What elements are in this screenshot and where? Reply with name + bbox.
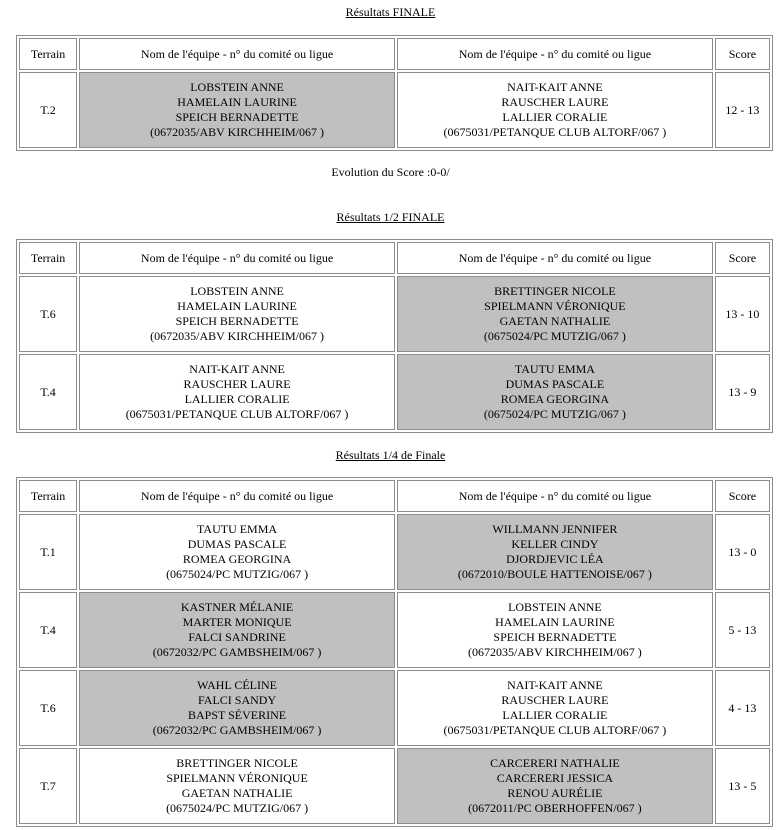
player-name: BAPST SÉVERINE [187, 708, 287, 722]
player-name: CARCERERI JESSICA [496, 771, 614, 785]
match-row [19, 72, 770, 148]
player-name: LOBSTEIN ANNE [508, 600, 602, 614]
section-title-semifinal: Résultats 1/2 FINALE [336, 210, 445, 224]
header-terrain: Terrain [19, 480, 77, 512]
player-name: FALCI SANDRINE [188, 630, 286, 644]
player-name: ROMEA GEORGINA [500, 392, 610, 406]
match-row [19, 514, 770, 590]
team1-cell [79, 354, 395, 430]
club-info: (0675024/PC MUTZIG/067 ) [166, 801, 309, 815]
header-terrain: Terrain [19, 38, 77, 70]
results-table-quarterfinal [16, 477, 773, 827]
team1-cell [79, 748, 395, 824]
player-name: RAUSCHER LAURE [183, 377, 291, 391]
club-info: (0675031/PETANQUE CLUB ALTORF/067 ) [443, 723, 667, 737]
terrain-cell: T.1 [19, 514, 77, 590]
player-name: WAHL CÉLINE [197, 678, 277, 692]
player-name: LOBSTEIN ANNE [190, 80, 284, 94]
score-evolution: Evolution du Score :0-0/ [331, 165, 450, 179]
score-cell: 13 - 0 [715, 514, 770, 590]
match-row [19, 592, 770, 668]
team1-cell [79, 514, 395, 590]
header-row [19, 242, 770, 274]
club-info: (0672035/ABV KIRCHHEIM/067 ) [468, 645, 642, 659]
player-name: KASTNER MÉLANIE [180, 600, 294, 614]
terrain-cell: T.6 [19, 670, 77, 746]
score-cell: 4 - 13 [715, 670, 770, 746]
club-info: (0675024/PC MUTZIG/067 ) [483, 329, 626, 343]
terrain-cell: T.7 [19, 748, 77, 824]
header-team1: Nom de l'équipe - n° du comité ou ligue [79, 38, 395, 70]
header-team2: Nom de l'équipe - n° du comité ou ligue [397, 242, 713, 274]
results-table-finale [16, 35, 773, 151]
club-info: (0675024/PC MUTZIG/067 ) [166, 567, 309, 581]
terrain-cell: T.4 [19, 354, 77, 430]
player-name: DUMAS PASCALE [187, 537, 287, 551]
club-info: (0672035/ABV KIRCHHEIM/067 ) [150, 125, 324, 139]
player-name: MARTER MONIQUE [182, 615, 292, 629]
terrain-cell: T.4 [19, 592, 77, 668]
player-name: NAIT-KAIT ANNE [189, 362, 285, 376]
terrain-cell: T.6 [19, 276, 77, 352]
player-name: BRETTINGER NICOLE [176, 756, 298, 770]
club-info: (0672035/ABV KIRCHHEIM/067 ) [150, 329, 324, 343]
club-info: (0672032/PC GAMBSHEIM/067 ) [152, 645, 322, 659]
club-info: (0675031/PETANQUE CLUB ALTORF/067 ) [443, 125, 667, 139]
club-info: (0672011/PC OBERHOFFEN/067 ) [468, 801, 642, 815]
team2-cell [397, 592, 713, 668]
player-name: BRETTINGER NICOLE [494, 284, 616, 298]
team1-cell [79, 670, 395, 746]
club-info: (0672010/BOULE HATTENOISE/067 ) [457, 567, 652, 581]
player-name: DUMAS PASCALE [505, 377, 605, 391]
player-name: SPEICH BERNADETTE [175, 314, 299, 328]
header-score: Score [715, 480, 770, 512]
score-cell: 12 - 13 [715, 72, 770, 148]
player-name: SPEICH BERNADETTE [175, 110, 299, 124]
team2-cell [397, 276, 713, 352]
match-row [19, 748, 770, 824]
player-name: LALLIER CORALIE [184, 392, 290, 406]
header-score: Score [715, 242, 770, 274]
player-name: SPEICH BERNADETTE [493, 630, 617, 644]
player-name: GAETAN NATHALIE [499, 314, 611, 328]
score-cell: 13 - 5 [715, 748, 770, 824]
club-info: (0672032/PC GAMBSHEIM/067 ) [152, 723, 322, 737]
player-name: CARCERERI NATHALIE [490, 756, 620, 770]
match-row [19, 276, 770, 352]
player-name: GAETAN NATHALIE [181, 786, 293, 800]
match-row [19, 354, 770, 430]
team2-cell [397, 354, 713, 430]
player-name: NAIT-KAIT ANNE [507, 80, 603, 94]
player-name: HAMELAIN LAURINE [177, 299, 297, 313]
player-name: RENOU AURÉLIE [507, 786, 603, 800]
section-title-quarterfinal: Résultats 1/4 de Finale [335, 448, 446, 462]
header-team2: Nom de l'équipe - n° du comité ou ligue [397, 38, 713, 70]
score-cell: 5 - 13 [715, 592, 770, 668]
club-info: (0675024/PC MUTZIG/067 ) [483, 407, 626, 421]
team2-cell [397, 514, 713, 590]
team1-cell [79, 592, 395, 668]
player-name: DJORDJEVIC LÉA [506, 552, 604, 566]
player-name: HAMELAIN LAURINE [177, 95, 297, 109]
header-row [19, 38, 770, 70]
section-title-finale: Résultats FINALE [345, 5, 436, 19]
header-terrain: Terrain [19, 242, 77, 274]
team2-cell [397, 748, 713, 824]
player-name: LALLIER CORALIE [502, 110, 608, 124]
terrain-cell: T.2 [19, 72, 77, 148]
player-name: SPIELMANN VÉRONIQUE [484, 299, 626, 313]
player-name: TAUTU EMMA [197, 522, 278, 536]
header-team2: Nom de l'équipe - n° du comité ou ligue [397, 480, 713, 512]
header-team1: Nom de l'équipe - n° du comité ou ligue [79, 242, 395, 274]
player-name: LOBSTEIN ANNE [190, 284, 284, 298]
team2-cell [397, 72, 713, 148]
club-info: (0675031/PETANQUE CLUB ALTORF/067 ) [125, 407, 349, 421]
results-table-semifinal [16, 239, 773, 433]
score-cell: 13 - 9 [715, 354, 770, 430]
player-name: ROMEA GEORGINA [182, 552, 292, 566]
player-name: HAMELAIN LAURINE [495, 615, 615, 629]
player-name: RAUSCHER LAURE [501, 693, 609, 707]
match-row [19, 670, 770, 746]
team1-cell [79, 72, 395, 148]
header-score: Score [715, 38, 770, 70]
player-name: TAUTU EMMA [514, 362, 595, 376]
player-name: KELLER CINDY [511, 537, 599, 551]
player-name: FALCI SANDY [198, 693, 277, 707]
player-name: NAIT-KAIT ANNE [507, 678, 603, 692]
team1-cell [79, 276, 395, 352]
header-row [19, 480, 770, 512]
header-team1: Nom de l'équipe - n° du comité ou ligue [79, 480, 395, 512]
player-name: LALLIER CORALIE [502, 708, 608, 722]
player-name: RAUSCHER LAURE [501, 95, 609, 109]
team2-cell [397, 670, 713, 746]
score-cell: 13 - 10 [715, 276, 770, 352]
player-name: SPIELMANN VÉRONIQUE [166, 771, 308, 785]
player-name: WILLMANN JENNIFER [492, 522, 618, 536]
